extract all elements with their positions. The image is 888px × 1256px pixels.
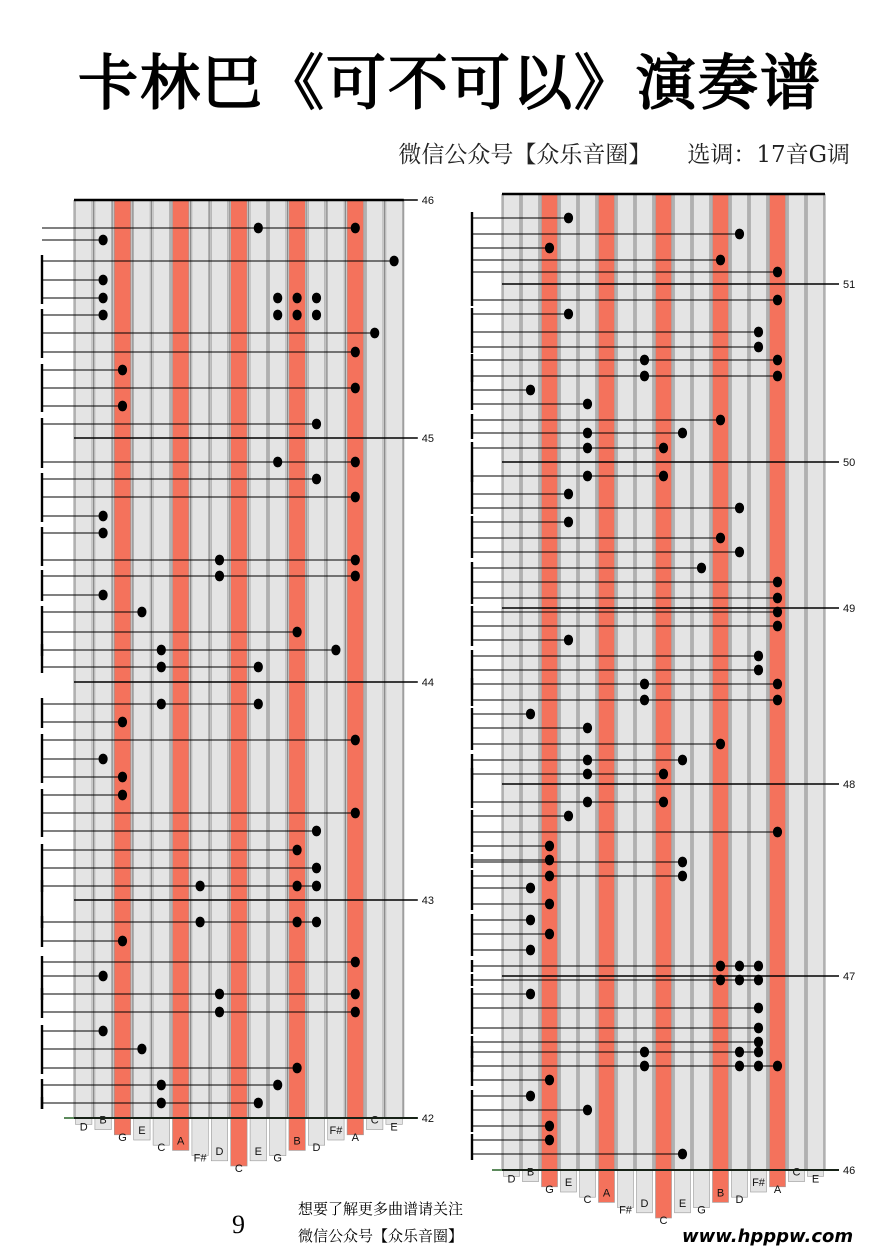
note-dot [351,735,360,746]
key-label: A [177,1135,185,1148]
note-dot [293,1063,302,1074]
key-label: C [583,1194,592,1207]
note-dot [583,769,592,780]
note-dot [659,443,668,454]
key-label: F# [329,1125,343,1137]
tine-e [134,200,150,1140]
note-dot [754,1047,763,1058]
note-dot [351,383,360,394]
key-label: C [659,1215,668,1227]
key-label: A [773,1183,782,1196]
note-dot [526,989,535,1000]
tine-e [386,200,402,1124]
note-dot [773,695,782,706]
tine-highlight-b [289,200,305,1150]
page-title: 卡林巴《可不可以》演奏谱 [78,49,822,119]
note-dot [157,1080,166,1091]
note-dot [99,754,108,765]
key-label: C [234,1163,243,1175]
measure-number: 45 [421,433,435,445]
tine-highlight-a [599,194,615,1202]
note-dot [293,845,302,856]
note-dot [137,607,146,618]
note-dot [273,293,282,304]
note-dot [370,328,379,339]
note-dot [118,365,127,376]
note-dot [754,1023,763,1034]
note-dot [754,342,763,353]
note-dot [735,1061,744,1072]
note-dot [215,989,224,1000]
note-dot [640,1047,649,1058]
note-dot [196,881,205,892]
note-dot [312,881,321,892]
note-dot [312,419,321,430]
note-dot [697,563,706,574]
key-label: B [293,1135,301,1148]
watermark: www.hpppw.com [682,1226,854,1247]
note-dot [545,1121,554,1132]
note-dot [99,511,108,522]
note-dot [312,863,321,874]
note-dot [754,1061,763,1072]
note-dot [351,989,360,1000]
note-dot [196,917,205,928]
tine-highlight-g [542,194,558,1187]
note-dot [678,871,687,882]
key-label: A [602,1187,611,1200]
key-label: G [697,1204,706,1217]
note-dot [754,975,763,986]
measure-number: 48 [843,779,856,791]
tine-e [250,200,266,1161]
note-dot [118,790,127,801]
note-dot [735,975,744,986]
note-dot [735,229,744,240]
note-dot [99,528,108,539]
note-dot [351,957,360,968]
note-dot [640,371,649,382]
key-label: E [138,1125,146,1137]
note-dot [118,717,127,728]
note-dot [659,471,668,482]
key-label: B [716,1187,725,1200]
note-dot [215,1007,224,1018]
note-dot [545,243,554,254]
note-dot [293,917,302,928]
note-dot [716,961,725,972]
tine-highlight-c [656,194,672,1218]
note-dot [526,945,535,956]
footer-line-1: 想要了解更多曲谱请关注 [298,1200,464,1218]
note-dot [773,295,782,306]
note-dot [564,517,573,528]
key-label: D [79,1121,88,1134]
key-label: A [351,1131,359,1144]
note-dot [773,593,782,604]
note-dot [773,355,782,366]
measure-number: 46 [421,195,435,207]
tine-e [808,194,824,1176]
key-label: E [811,1173,820,1186]
note-dot [99,1026,108,1037]
note-dot [754,327,763,338]
tine-c [367,200,383,1130]
key-label: B [526,1166,535,1179]
note-dot [716,255,725,266]
note-dot [390,256,399,267]
tine-highlight-a [770,194,786,1187]
key-label: D [640,1197,649,1210]
note-dot [118,936,127,947]
key-label: G [545,1183,554,1196]
measure-number: 49 [843,603,856,615]
note-dot [640,679,649,690]
note-dot [99,293,108,304]
note-dot [254,1098,263,1109]
note-dot [678,428,687,439]
note-dot [583,1105,592,1116]
note-dot [351,1007,360,1018]
key-label: D [312,1142,321,1155]
note-dot [678,857,687,868]
measure-number: 50 [843,457,856,469]
note-dot [157,662,166,673]
note-dot [640,355,649,366]
note-dot [293,881,302,892]
note-dot [157,699,166,710]
note-dot [254,662,263,673]
subtitle [362,136,850,169]
tine-c [789,194,805,1182]
note-dot [526,709,535,720]
note-dot [735,547,744,558]
note-dot [773,827,782,838]
note-dot [312,917,321,928]
note-dot [99,590,108,601]
tine-fsharp [618,194,634,1208]
note-dot [273,457,282,468]
note-dot [545,899,554,910]
note-dot [99,310,108,321]
tine-g [694,194,710,1208]
tine-highlight-b [713,194,729,1202]
note-dot [215,555,224,566]
note-dot [754,1003,763,1014]
note-dot [754,1037,763,1048]
note-dot [773,607,782,618]
note-dot [273,1080,282,1091]
tine-d [76,200,92,1124]
note-dot [526,915,535,926]
note-dot [773,267,782,278]
note-dot [157,645,166,656]
note-dot [351,457,360,468]
note-dot [526,883,535,894]
note-dot [293,310,302,321]
note-dot [640,695,649,706]
note-dot [773,1061,782,1072]
note-dot [564,635,573,646]
note-dot [351,808,360,819]
tine-c [580,194,596,1197]
measure-number: 42 [421,1113,435,1125]
page-number: 9 [232,1210,245,1239]
note-dot [564,811,573,822]
note-dot [157,1098,166,1109]
note-dot [137,1044,146,1055]
key-label: F# [619,1204,632,1217]
tine-highlight-c [231,200,247,1166]
note-dot [312,474,321,485]
note-dot [735,961,744,972]
note-dot [564,309,573,320]
note-dot [583,471,592,482]
key-label: C [370,1114,379,1127]
note-dot [735,503,744,514]
key-label: D [215,1145,224,1158]
measure-number: 46 [843,1165,856,1177]
footer-note [298,1196,463,1250]
note-dot [215,571,224,582]
note-dot [312,826,321,837]
note-dot [754,665,763,676]
note-dot [545,871,554,882]
measure-number: 44 [421,677,435,689]
tine-b [523,194,539,1182]
key-label: E [390,1121,398,1134]
tablature-panel-right [460,186,860,1227]
key-label: G [118,1131,127,1144]
note-dot [583,443,592,454]
note-dot [312,293,321,304]
note-dot [545,855,554,866]
key-label: G [273,1152,282,1165]
note-dot [583,399,592,410]
measure-number: 43 [421,895,435,907]
note-dot [735,1047,744,1058]
note-dot [99,235,108,246]
note-dot [254,699,263,710]
note-dot [351,223,360,234]
note-dot [526,385,535,396]
key-label: E [254,1145,262,1158]
key-label: B [99,1114,107,1127]
note-dot [351,347,360,358]
key-label: C [792,1166,801,1179]
note-dot [583,428,592,439]
note-dot [312,310,321,321]
note-dot [254,223,263,234]
note-dot [773,577,782,588]
note-dot [293,293,302,304]
note-dot [545,841,554,852]
source-label: 微信公众号【众乐音圈】 [398,142,652,168]
note-dot [331,645,340,656]
tine-highlight-a [173,200,189,1150]
key-label: D [507,1173,516,1186]
note-dot [564,213,573,224]
tine-b [95,200,111,1130]
note-dot [526,1091,535,1102]
key-label: E [564,1177,573,1189]
note-dot [773,621,782,632]
note-dot [564,489,573,500]
note-dot [678,1149,687,1160]
note-dot [583,723,592,734]
tine-d [504,194,520,1176]
note-dot [583,797,592,808]
note-dot [716,533,725,544]
note-dot [583,755,592,766]
key-label: 选调：17音G调 [687,142,850,168]
note-dot [545,929,554,940]
note-dot [659,797,668,808]
note-dot [118,772,127,783]
tine-c [153,200,169,1145]
note-dot [659,769,668,780]
footer-line-2: 微信公众号【众乐音圈】 [298,1227,464,1245]
note-dot [773,679,782,690]
note-dot [716,739,725,750]
note-dot [99,275,108,286]
note-dot [678,755,687,766]
note-dot [754,651,763,662]
note-dot [545,1075,554,1086]
measure-number: 51 [843,279,856,291]
key-label: E [678,1197,687,1210]
key-label: F# [193,1152,207,1165]
note-dot [773,371,782,382]
note-dot [99,971,108,982]
tablature-panel-left [30,188,435,1188]
note-dot [640,1061,649,1072]
tine-fsharp [328,200,344,1140]
key-label: C [157,1142,166,1155]
note-dot [293,627,302,638]
note-dot [351,555,360,566]
note-dot [273,310,282,321]
key-label: D [735,1194,744,1207]
note-dot [754,961,763,972]
measure-number: 47 [843,971,856,983]
note-dot [716,415,725,426]
note-dot [351,492,360,503]
tine-d [308,200,324,1145]
note-dot [351,571,360,582]
note-dot [545,1135,554,1146]
note-dot [716,975,725,986]
note-dot [118,401,127,412]
key-label: F# [752,1177,765,1189]
